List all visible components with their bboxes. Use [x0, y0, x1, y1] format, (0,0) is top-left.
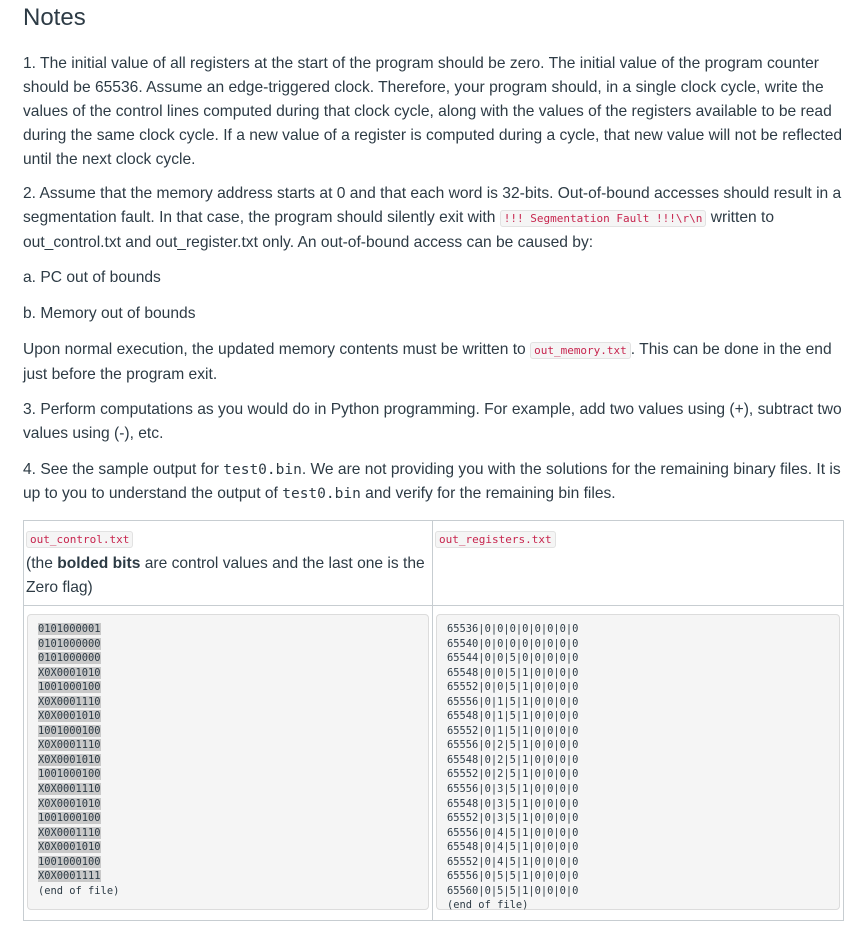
output-line: 65556|0|2|5|1|0|0|0|0: [447, 739, 579, 752]
registers-file-name: out_registers.txt: [435, 531, 556, 548]
registers-header-cell: [433, 521, 844, 606]
upon-text-a: Upon normal execution, the updated memory contents must be written to: [23, 341, 531, 358]
upon-text-b: . This can be done in the end just before the program exit.: [23, 341, 832, 383]
output-line: 65556|0|3|5|1|0|0|0|0: [447, 783, 579, 796]
output-line: 65544|0|0|5|0|0|0|0|0: [447, 652, 579, 665]
note-3: 3. Perform computations as you would do in Python programming. For example, add two values using (+), subtract two values using (-), etc.: [23, 401, 842, 442]
output-line: 0101000001: [38, 623, 101, 635]
control-output-cell: [24, 606, 433, 921]
output-line: 0101000000: [38, 637, 101, 650]
output-line: 1001000100: [38, 812, 101, 825]
output-line: 65548|0|1|5|1|0|0|0|0: [447, 710, 579, 723]
output-line: X0X0001010: [38, 710, 101, 723]
output-line: X0X0001110: [38, 695, 101, 708]
registers-output-block: [436, 614, 840, 910]
control-file-name: out_control.txt: [26, 531, 133, 548]
output-line: 65552|0|4|5|1|0|0|0|0: [447, 855, 579, 868]
output-line: X0X0001110: [38, 826, 101, 839]
output-line: 65556|0|5|5|1|0|0|0|0: [447, 870, 579, 883]
output-line: X0X0001110: [38, 783, 101, 796]
note-1: 1. The initial value of all registers at the start of the program should be zero. The initial value of the program counter should be 65536. Assume an edge-triggered clock. Therefore, your program should, in a single clock cycle, write the values of the control lines computed during that clock cycle, along with the values of the registers available to be read during the same clock cycle. If a new value of a register is computed during a cycle, that new value will not be reflected until the next clock cycle.: [23, 55, 843, 168]
output-line: 65548|0|2|5|1|0|0|0|0: [447, 753, 579, 766]
output-line: 1001000100: [38, 724, 101, 737]
output-line: 65552|0|3|5|1|0|0|0|0: [447, 812, 579, 825]
note-4-text-b: . We are not providing you with the solutions for the remaining binary files. It is up to you to understand the output of: [23, 461, 841, 502]
sample-output-table: [23, 520, 844, 921]
note-4-text-c: and verify for the remaining bin files.: [360, 485, 616, 502]
test0-code-1: test0.bin: [223, 462, 302, 478]
note-4-text-a: 4. See the sample output for: [23, 461, 224, 478]
output-line: X0X0001010: [38, 753, 101, 766]
control-header-cell: [24, 521, 433, 606]
note-2-upon: [23, 338, 853, 387]
control-caption: [26, 555, 425, 596]
output-line: X0X0001010: [38, 666, 101, 679]
note-2-item-b: b. Memory out of bounds: [23, 305, 196, 322]
output-line: 65552|0|2|5|1|0|0|0|0: [447, 768, 579, 781]
output-line: 65540|0|0|0|0|0|0|0|0: [447, 637, 579, 650]
output-line: X0X0001110: [38, 739, 101, 752]
output-line: 65552|0|1|5|1|0|0|0|0: [447, 724, 579, 737]
output-line: 65548|0|0|5|1|0|0|0|0: [447, 666, 579, 679]
note-2-item-a: a. PC out of bounds: [23, 269, 161, 286]
caption-pre: (the: [26, 555, 58, 572]
output-line: 65560|0|5|5|1|0|0|0|0: [447, 884, 579, 897]
output-line: 65552|0|0|5|1|0|0|0|0: [447, 681, 579, 694]
end-of-file-marker: (end of file): [447, 899, 529, 912]
test0-code-2: test0.bin: [282, 486, 361, 502]
note-4: [23, 458, 853, 506]
output-line: 65536|0|0|0|0|0|0|0|0: [447, 623, 579, 635]
output-line: 1001000100: [38, 681, 101, 694]
control-output-block: [27, 614, 429, 910]
output-line: 65548|0|3|5|1|0|0|0|0: [447, 797, 579, 810]
output-line: 1001000100: [38, 768, 101, 781]
output-line: 0101000000: [38, 652, 101, 665]
page-title: Notes: [23, 4, 86, 31]
note-2: [23, 182, 853, 255]
caption-post: are control values and the last one is the Zero flag): [26, 555, 425, 596]
output-line: 65548|0|4|5|1|0|0|0|0: [447, 841, 579, 854]
note-2-text-a: 2. Assume that the memory address starts at 0 and that each word is 32-bits. Out-of-bound accesses should result in a segmentation fault. In that case, the program should silently exit with: [23, 185, 842, 226]
out-memory-code: out_memory.txt: [530, 342, 631, 359]
output-line: X0X0001010: [38, 797, 101, 810]
end-of-file-marker: (end of file): [38, 884, 120, 897]
note-2-text-b: written to out_control.txt and out_register.txt only. An out-of-bound access can be caused by:: [23, 209, 775, 251]
output-line: X0X0001111: [38, 870, 101, 883]
output-line: 1001000100: [38, 855, 101, 868]
output-line: 65556|0|1|5|1|0|0|0|0: [447, 695, 579, 708]
segfault-code: !!! Segmentation Fault !!!\r\n: [500, 210, 707, 227]
output-line: X0X0001010: [38, 841, 101, 854]
caption-bold: bolded bits: [57, 555, 141, 572]
output-line: 65556|0|4|5|1|0|0|0|0: [447, 826, 579, 839]
registers-output-cell: [433, 606, 844, 921]
